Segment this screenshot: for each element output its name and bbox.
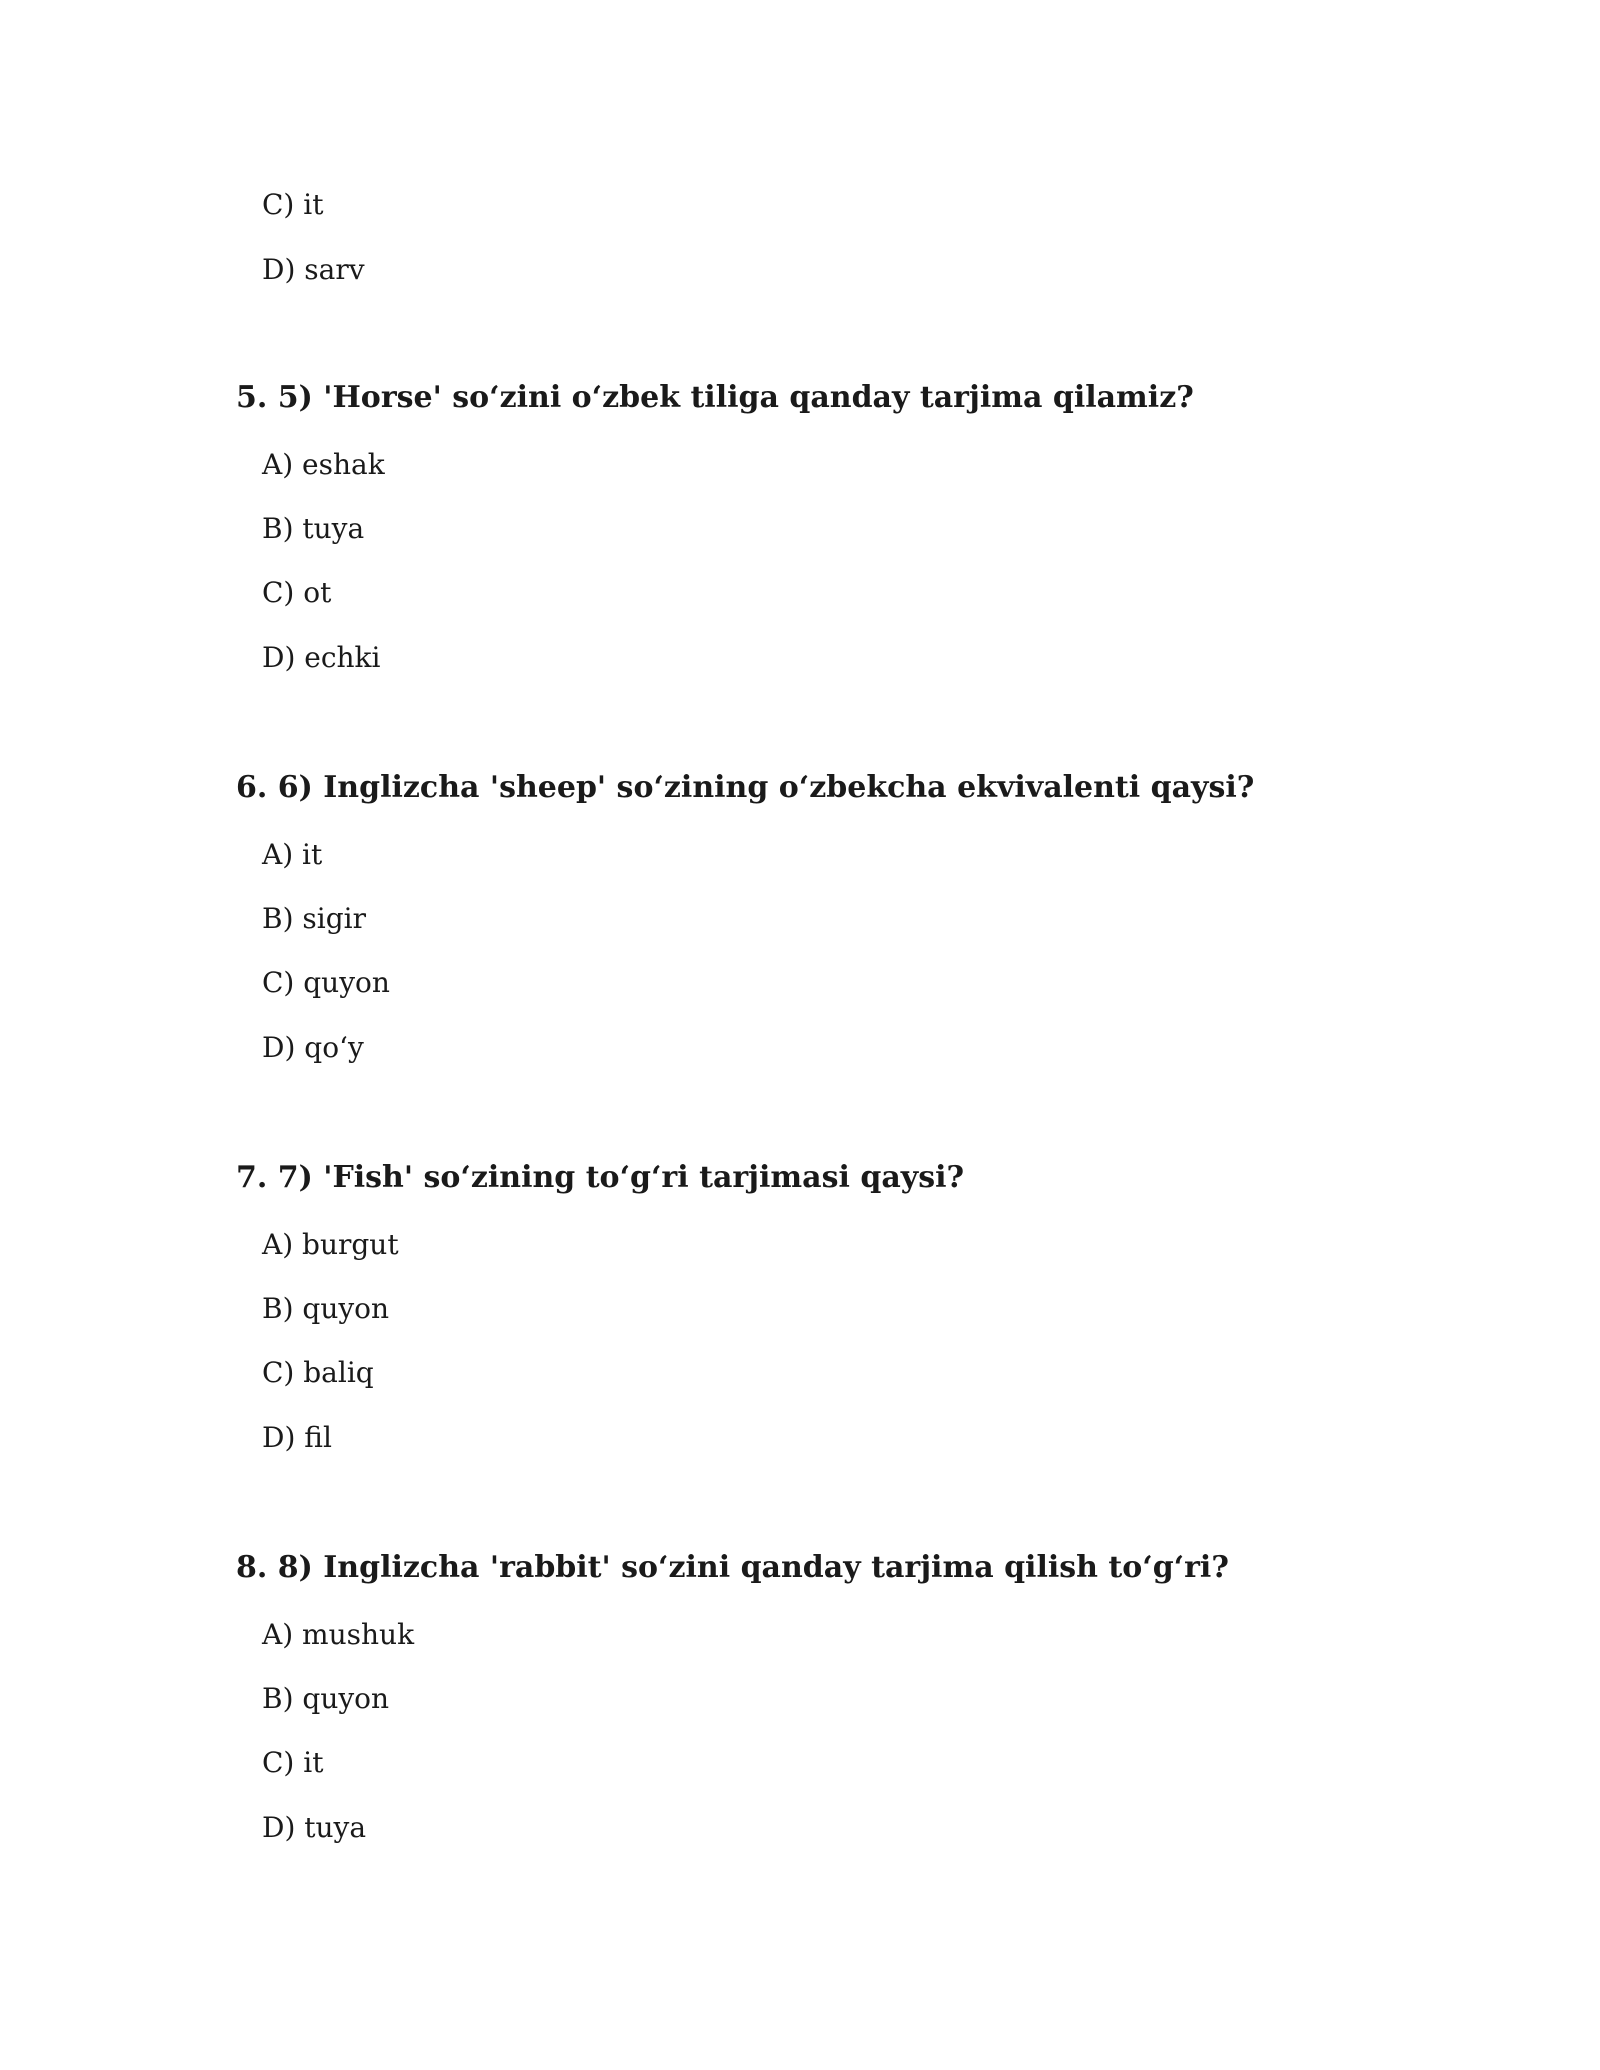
answer-option: D) qo‘y <box>262 1031 364 1064</box>
answer-option: C) quyon <box>262 966 390 999</box>
answer-option: B) quyon <box>262 1292 390 1325</box>
answer-option: A) mushuk <box>262 1618 415 1651</box>
question-title: 7. 7) 'Fish' so‘zining to‘g‘ri tarjimasi qaysi? <box>236 1160 965 1195</box>
question-title: 6. 6) Inglizcha 'sheep' so‘zining o‘zbekcha ekvivalenti qaysi? <box>236 770 1255 805</box>
answer-option: C) it <box>262 1746 324 1779</box>
answer-option: C) baliq <box>262 1356 374 1389</box>
question-title: 5. 5) 'Horse' so‘zini o‘zbek tiliga qanday tarjima qilamiz? <box>236 380 1194 415</box>
answer-option: A) it <box>262 838 323 871</box>
answer-option: D) sarv <box>262 253 365 286</box>
answer-option: C) ot <box>262 576 332 609</box>
answer-option: D) fil <box>262 1421 332 1454</box>
answer-option: C) it <box>262 188 324 221</box>
question-title: 8. 8) Inglizcha 'rabbit' so‘zini qanday tarjima qilish to‘g‘ri? <box>236 1550 1229 1585</box>
answer-option: D) echki <box>262 641 381 674</box>
answer-option: D) tuya <box>262 1811 367 1844</box>
answer-option: B) sigir <box>262 902 366 935</box>
answer-option: A) eshak <box>262 448 385 481</box>
answer-option: A) burgut <box>262 1228 399 1261</box>
answer-option: B) tuya <box>262 512 365 545</box>
answer-option: B) quyon <box>262 1682 390 1715</box>
